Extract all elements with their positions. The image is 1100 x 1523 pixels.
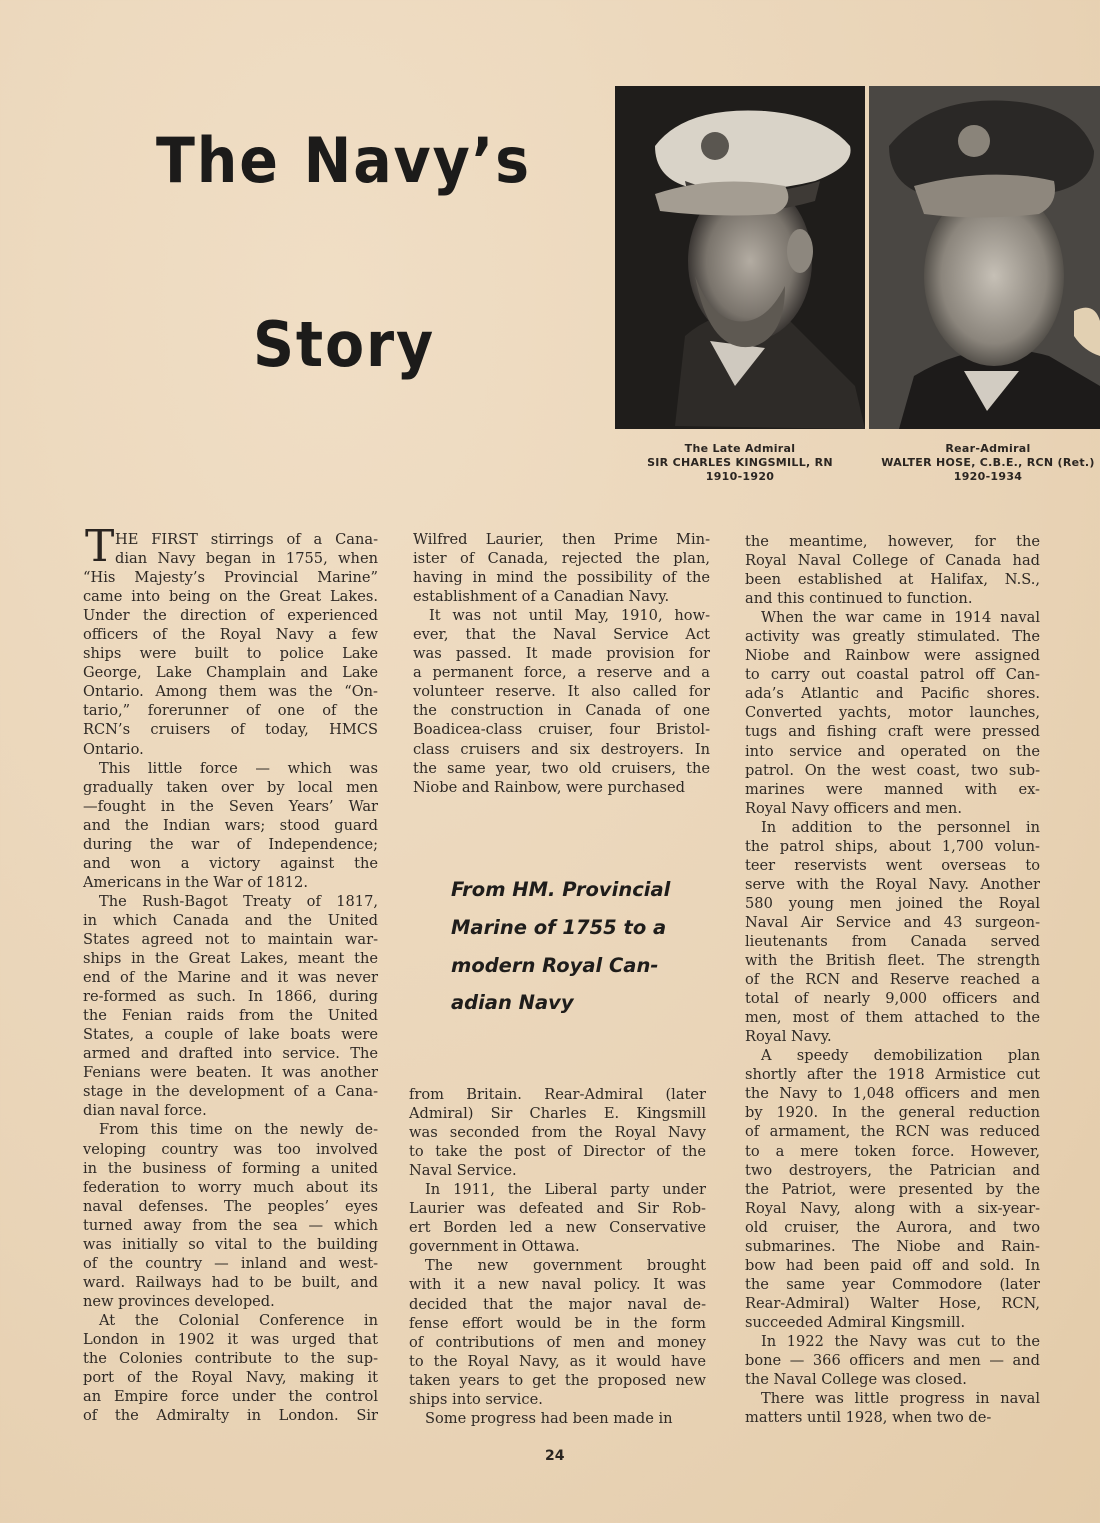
portrait-photo-kingsmill	[615, 86, 865, 429]
photo-caption-hose	[872, 442, 1100, 484]
text-line: Niobe and Rainbow, were purchased	[413, 778, 686, 796]
text-line: lieutenants from Canada served	[745, 932, 1040, 950]
text-line: Royal Navy officers and men.	[745, 799, 962, 817]
text-line: The Rush-Bagot Treaty of 1817,	[99, 892, 378, 910]
text-line: establishment of a Canadian Navy.	[413, 588, 670, 606]
text-line: during the war of Independence;	[83, 835, 378, 853]
page-number: 24	[545, 1448, 565, 1464]
text-line: succeeded Admiral Kingsmill.	[745, 1313, 966, 1331]
text-line: by 1920. In the general reduction	[745, 1104, 1040, 1122]
text-line: States agreed not to maintain war-	[83, 930, 378, 948]
drop-cap: T	[85, 521, 115, 572]
text-line: from Britain. Rear-Admiral (later	[409, 1086, 706, 1103]
text-line: of armament, the RCN was reduced	[745, 1123, 1040, 1141]
text-line: stage in the development of a Cana-	[83, 1083, 378, 1101]
caption-title: Rear-Admiral	[945, 442, 1031, 455]
text-line: When the war came in 1914 naval	[761, 609, 1040, 627]
text-line: men, most of them attached to the	[745, 1009, 1040, 1027]
text-line: to the Royal Navy, as it would have	[409, 1352, 706, 1370]
text-line: was seconded from the Royal Navy	[409, 1124, 706, 1142]
text-line: was initially so vital to the building	[83, 1235, 378, 1253]
text-line: States, a couple of lake boats were	[83, 1026, 378, 1044]
text-line: Boadicea-class cruiser, four Bristol-	[413, 721, 710, 739]
text-line: naval defenses. The peoples’ eyes	[83, 1197, 378, 1215]
text-line: In 1922 the Navy was cut to the	[761, 1332, 1040, 1350]
text-line: In addition to the personnel in	[761, 818, 1040, 836]
text-line: Americans in the War of 1812.	[83, 873, 308, 891]
text-line: submarines. The Niobe and Rain-	[745, 1237, 1040, 1255]
text-line: veloping country was too involved	[83, 1140, 378, 1158]
title-word-navys: Navy’s	[303, 124, 531, 197]
text-line: ward. Railways had to be built, and	[83, 1273, 378, 1291]
text-line: fense effort would be in the form	[409, 1314, 706, 1332]
text-line: the same year, two old cruisers, the	[413, 759, 710, 777]
text-line: two destroyers, the Patrician and	[745, 1161, 1040, 1179]
text-line: with it a new naval policy. It was	[409, 1276, 706, 1294]
text-line: Laurier was defeated and Sir Rob-	[409, 1200, 706, 1218]
text-line: and the Indian wars; stood guard	[83, 816, 378, 834]
caption-name: WALTER HOSE, C.B.E., RCN (Ret.)	[881, 456, 1095, 469]
text-line: 580 young men joined the Royal	[745, 894, 1040, 912]
text-line: Fenians were beaten. It was another	[83, 1064, 378, 1082]
text-line: ships into service.	[409, 1390, 543, 1408]
text-line: ada’s Atlantic and Pacific shores.	[745, 685, 1040, 703]
text-line: Ontario. Among them was the “On-	[83, 683, 378, 701]
text-line: Ontario.	[83, 740, 144, 758]
text-line: the Fenian raids from the United	[83, 1007, 378, 1025]
text-line: Some progress had been made in	[425, 1409, 673, 1427]
text-line: and this continued to function.	[745, 590, 973, 608]
text-line: the Patriot, were presented by the	[745, 1180, 1040, 1198]
pull-quote-line: From HM. Provincial	[451, 878, 671, 901]
text-line: of the country — inland and west-	[83, 1254, 378, 1272]
text-line: marines were manned with ex-	[745, 780, 1040, 798]
text-line: George, Lake Champlain and Lake	[83, 664, 378, 682]
text-line: ever, that the Naval Service Act	[413, 626, 710, 644]
text-line: In 1911, the Liberal party under	[425, 1181, 706, 1199]
text-line: the patrol ships, about 1,700 volun-	[745, 837, 1040, 855]
text-line: Rear-Admiral) Walter Hose, RCN,	[745, 1294, 1040, 1312]
article-column-1	[83, 530, 378, 1425]
text-line: bow had been paid off and sold. In	[745, 1256, 1040, 1274]
text-line: came into being on the Great Lakes.	[83, 588, 378, 606]
text-line: Niobe and Rainbow were assigned	[745, 647, 1040, 665]
text-line: Royal Naval College of Canada had	[745, 552, 1040, 570]
text-line: was passed. It made provision for	[413, 645, 710, 663]
text-line: ships in the Great Lakes, meant the	[83, 950, 378, 968]
text-line: ert Borden led a new Conservative	[409, 1219, 706, 1237]
text-line: Admiral) Sir Charles E. Kingsmill	[409, 1105, 706, 1123]
caption-title: The Late Admiral	[684, 442, 796, 455]
text-line: London in 1902 it was urged that	[83, 1330, 378, 1348]
text-line: in which Canada and the United	[83, 911, 378, 929]
text-line: port of the Royal Navy, making it	[83, 1369, 378, 1387]
text-line: RCN’s cruisers of today, HMCS	[83, 721, 378, 739]
text-line: into service and operated on the	[745, 742, 1040, 760]
text-line: dian naval force.	[83, 1102, 207, 1120]
text-line: Royal Navy.	[745, 1028, 832, 1046]
text-line: Wilfred Laurier, then Prime Min-	[413, 531, 710, 548]
text-line: turned away from the sea — which	[83, 1216, 378, 1234]
article-column-3	[745, 532, 1040, 1427]
caption-years: 1920-1934	[953, 470, 1023, 483]
text-line: of the Admiralty in London. Sir	[83, 1407, 378, 1425]
text-line: ships were built to police Lake	[83, 645, 378, 663]
title-word-the: The	[156, 124, 280, 197]
text-line: government in Ottawa.	[409, 1238, 580, 1256]
caption-years: 1910-1920	[705, 470, 775, 483]
text-line: new provinces developed.	[83, 1292, 275, 1310]
pull-quote	[451, 871, 711, 1022]
text-line: officers of the Royal Navy a few	[83, 626, 378, 644]
text-line: re-formed as such. In 1866, during	[83, 988, 378, 1006]
text-line: patrol. On the west coast, two sub-	[745, 761, 1040, 779]
text-line: to carry out coastal patrol off Can-	[745, 666, 1040, 684]
text-line: serve with the Royal Navy. Another	[745, 875, 1040, 893]
text-line: tugs and fishing craft were pressed	[745, 723, 1040, 741]
text-line: gradually taken over by local men	[83, 778, 378, 796]
text-line: Naval Service.	[409, 1162, 517, 1180]
article-column-2-top	[413, 530, 710, 797]
text-line: “His Majesty’s Provincial Marine”	[83, 569, 378, 587]
text-line: been established at Halifax, N.S.,	[745, 571, 1040, 589]
text-line: dian Navy began in 1755, when	[115, 550, 378, 568]
text-line: and won a victory against the	[83, 854, 378, 872]
pull-quote-line: adian Navy	[451, 991, 574, 1015]
text-line: the Navy to 1,048 officers and men	[745, 1085, 1040, 1103]
text-line: armed and drafted into service. The	[83, 1045, 378, 1063]
text-line: This little force — which was	[99, 759, 378, 777]
text-line: ister of Canada, rejected the plan,	[413, 550, 710, 568]
text-line: shortly after the 1918 Armistice cut	[745, 1066, 1040, 1084]
text-line: old cruiser, the Aurora, and two	[745, 1218, 1040, 1236]
text-line: taken years to get the proposed new	[409, 1371, 706, 1389]
text-line: Under the direction of experienced	[83, 607, 378, 625]
text-line: teer reservists went overseas to	[745, 856, 1040, 874]
article-title-line-1	[156, 124, 531, 197]
article-title-line-2: Story	[253, 308, 436, 381]
portrait-photo-hose	[869, 86, 1100, 429]
text-line: an Empire force under the control	[83, 1388, 378, 1406]
photo-caption-kingsmill	[615, 442, 865, 484]
article-column-2-bottom	[409, 1085, 706, 1428]
text-line: having in mind the possibility of the	[413, 569, 710, 587]
text-line: The new government brought	[425, 1257, 706, 1275]
text-line: Royal Navy, along with a six-year-	[745, 1199, 1040, 1217]
text-line: From this time on the newly de-	[99, 1121, 378, 1139]
text-line: with the British fleet. The strength	[745, 952, 1040, 970]
text-line: the Naval College was closed.	[745, 1371, 967, 1389]
text-line: to a mere token force. However,	[745, 1142, 1040, 1160]
text-line: matters until 1928, when two de-	[745, 1409, 992, 1427]
text-line: the construction in Canada of one	[413, 702, 710, 720]
text-line: the meantime, however, for the	[745, 533, 1040, 550]
text-line: volunteer reserve. It also called for	[413, 683, 710, 701]
caption-name: SIR CHARLES KINGSMILL, RN	[647, 456, 833, 469]
text-line: end of the Marine and it was never	[83, 969, 378, 987]
text-line: to take the post of Director of the	[409, 1143, 706, 1161]
text-line: in the business of forming a united	[83, 1159, 378, 1177]
text-line: federation to worry much about its	[83, 1178, 378, 1196]
text-line: A speedy demobilization plan	[761, 1047, 1040, 1065]
text-line: the same year Commodore (later	[745, 1275, 1040, 1293]
text-line: decided that the major naval de-	[409, 1295, 706, 1313]
text-line: total of nearly 9,000 officers and	[745, 990, 1040, 1008]
text-line: Naval Air Service and 43 surgeon-	[745, 913, 1040, 931]
text-line: There was little progress in naval	[761, 1390, 1040, 1408]
text-line: of the RCN and Reserve reached a	[745, 971, 1040, 989]
text-line: It was not until May, 1910, how-	[429, 607, 710, 625]
text-line: HE FIRST stirrings of a Cana-	[115, 531, 378, 548]
text-line: a permanent force, a reserve and a	[413, 664, 710, 682]
text-line: At the Colonial Conference in	[99, 1311, 378, 1329]
text-line: Converted yachts, motor launches,	[745, 704, 1040, 722]
text-line: bone — 366 officers and men — and	[745, 1352, 1040, 1370]
text-line: —fought in the Seven Years’ War	[83, 797, 378, 815]
text-line: activity was greatly stimulated. The	[745, 628, 1040, 646]
text-line: class cruisers and six destroyers. In	[413, 740, 710, 758]
pull-quote-line: Marine of 1755 to a	[451, 915, 667, 939]
text-line: the Colonies contribute to the sup-	[83, 1350, 378, 1368]
text-line: of contributions of men and money	[409, 1333, 706, 1351]
text-line: tario,” forerunner of one of the	[83, 702, 378, 720]
pull-quote-line: modern Royal Can-	[451, 953, 659, 977]
